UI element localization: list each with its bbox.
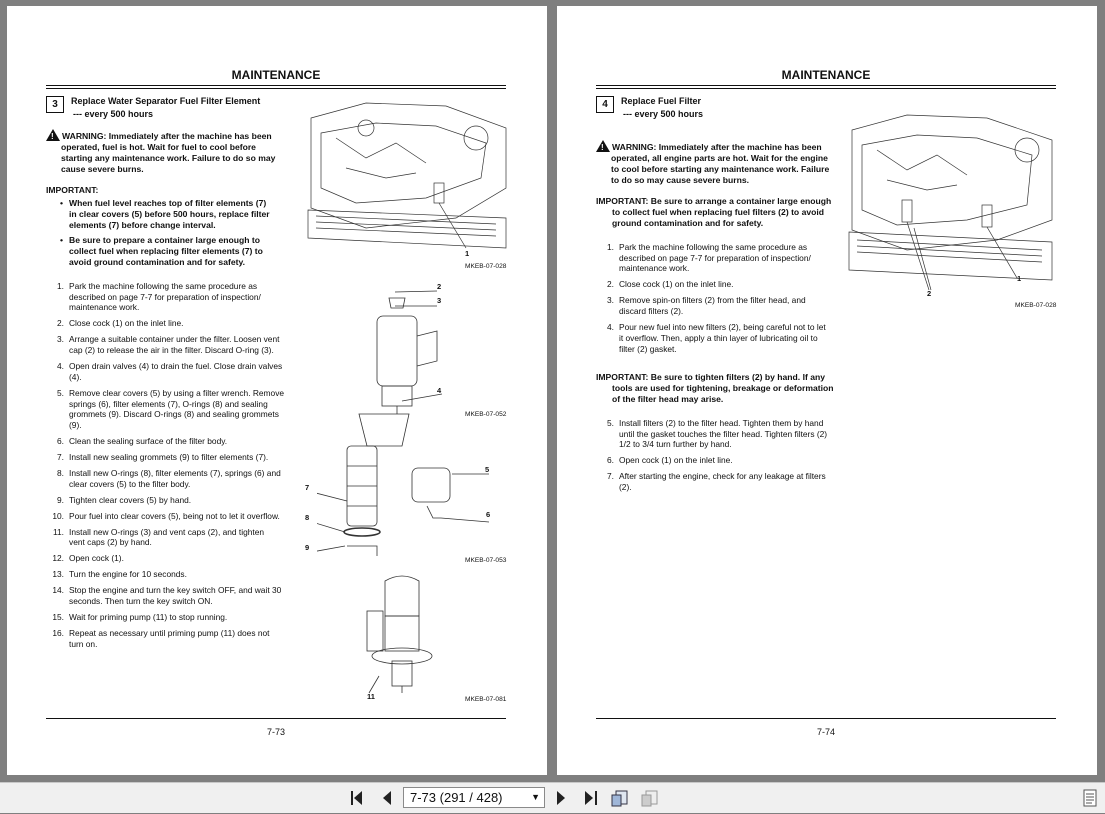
step-text: Open drain valves (4) to drain the fuel. Close drain valves: [69, 361, 283, 372]
step-text: Open cock (1) on the inlet line.: [619, 455, 733, 466]
step-text: Turn the engine for 10 seconds.: [69, 569, 187, 580]
navigation-toolbar: [0, 782, 1105, 813]
step-text: clear covers (5) to the filter body.: [69, 478, 191, 489]
section-title-text: Replace Fuel Filter: [621, 96, 702, 106]
important-bullet: [60, 198, 270, 231]
procedure-steps: [47, 281, 292, 655]
bullet-line: avoid ground contamination and for safety.: [69, 257, 246, 267]
bullet-line: elements (7) before change interval.: [69, 220, 216, 230]
callout-11: 11: [367, 692, 375, 701]
engine-illustration: [847, 110, 1057, 300]
procedure-step: [47, 511, 292, 522]
step-text: Remove clear covers (5) by using a filter wrench. Remove: [69, 387, 285, 398]
step-number: 6.: [607, 455, 614, 466]
filter-assembly-illustration: [357, 286, 467, 416]
step-text: it overflow. Then, apply a thin layer of lubricating oil to: [619, 332, 818, 343]
step-number: 1.: [57, 281, 64, 291]
step-text: Park the machine following the same procedure as: [619, 242, 808, 252]
step-text: Install filters (2) to the filter head. Tighten them by hand: [619, 418, 824, 428]
step-text: (9).: [69, 419, 82, 430]
figure-caption: MKEB-07-028: [465, 263, 507, 270]
header-rule: [46, 85, 506, 86]
procedure-steps: [597, 418, 842, 498]
section-title: [71, 95, 260, 121]
step-text: Remove spin-on filters (2) from the filter head, and: [619, 295, 806, 306]
step-text: Install new sealing grommets (9) to filter elements (7).: [69, 451, 269, 462]
important-line: of the filter head may arise.: [612, 394, 724, 404]
warning-line: to cool before starting any maintenance work. Failure: [611, 164, 830, 174]
chevron-down-icon: ▼: [531, 792, 540, 802]
footer-rule: [46, 718, 506, 719]
step-number: 6.: [57, 435, 64, 446]
step-text: grommets (9). Discard O-rings (8) and sealing grommets: [69, 409, 279, 420]
page-view-icon[interactable]: [640, 788, 660, 808]
procedure-step: [47, 585, 292, 606]
warning-block: [46, 127, 275, 175]
section-interval: --- every 500 hours: [623, 109, 704, 119]
step-text: described on page 7-7 for preparation of inspection/: [619, 252, 811, 263]
warning-line: starting any maintenance work. Failure to do so may: [61, 153, 276, 163]
step-number: 8.: [57, 467, 64, 478]
important-note: [596, 196, 831, 229]
callout-4: 4: [437, 386, 442, 395]
procedure-step: [47, 569, 292, 580]
section-number: 4: [596, 96, 614, 113]
step-number: 2.: [57, 318, 64, 329]
procedure-step: [597, 455, 842, 466]
callout-6: 6: [486, 510, 491, 519]
procedure-step: [47, 361, 292, 382]
procedure-step: [47, 468, 292, 489]
header-rule: [596, 85, 1056, 86]
last-page-icon[interactable]: [580, 788, 600, 808]
step-text: After starting the engine, check for any leakage at filters: [619, 471, 826, 482]
procedure-step: [47, 628, 292, 649]
figure-caption: MKEB-07-053: [465, 557, 507, 564]
step-text: until the gasket touches the filter head. Tighten filters (2): [619, 428, 828, 439]
step-number: 3.: [57, 334, 64, 345]
step-number: 16.: [52, 628, 64, 639]
procedure-step: [47, 388, 292, 431]
step-text: discard filters (2).: [619, 306, 684, 317]
callout-8: 8: [305, 513, 310, 522]
section-interval: --- every 500 hours: [73, 109, 154, 119]
section-number: 3: [46, 96, 64, 113]
step-number: 10.: [52, 510, 64, 521]
footer-rule: [596, 718, 1056, 719]
bullet-line: collect fuel when replacing filter elements (7) to: [69, 246, 263, 256]
callout-9: 9: [305, 543, 310, 552]
step-number: 7.: [607, 471, 614, 482]
important-line: ground contamination and for safety.: [612, 218, 764, 228]
warning-line: WARNING: Immediately after the machine has been: [612, 142, 822, 152]
right-page: [557, 6, 1097, 775]
page-header: MAINTENANCE: [231, 68, 321, 82]
step-number: 9.: [57, 494, 64, 505]
step-text: Tighten clear covers (5) by hand.: [69, 494, 192, 505]
step-text: Wait for priming pump (11) to stop running.: [69, 612, 228, 623]
step-number: 14.: [52, 585, 64, 596]
page-number: 7-73: [266, 727, 285, 737]
step-text: Install new O-rings (8), filter elements (7), springs (6) and: [69, 467, 281, 478]
step-text: filter (2) gasket.: [619, 343, 677, 354]
step-text: Close cock (1) on the inlet line.: [619, 279, 734, 290]
step-text: (2).: [619, 482, 632, 493]
warning-icon: [596, 140, 610, 152]
procedure-step: [597, 279, 842, 290]
callout-2: 2: [437, 282, 442, 291]
bullet-line: When fuel level reaches top of filter elements (7): [69, 198, 267, 208]
callout-2: 2: [927, 289, 932, 298]
procedure-step: [597, 295, 842, 316]
procedure-step: [597, 242, 842, 274]
step-text: Open cock (1).: [69, 553, 124, 564]
bullet-dot: •: [60, 198, 64, 208]
procedure-step: [47, 452, 292, 463]
step-text: 1/2 to 3/4 turn further by hand.: [619, 439, 732, 450]
procedure-steps: [597, 242, 842, 360]
first-page-icon[interactable]: [348, 788, 368, 808]
procedure-step: [47, 527, 292, 548]
figure-caption: MKEB-07-081: [465, 696, 507, 703]
left-page: [7, 6, 547, 775]
callout-1: 1: [1017, 274, 1022, 283]
step-number: 13.: [52, 569, 64, 580]
important-line: IMPORTANT: Be sure to tighten filters (2) by hand. If any: [596, 372, 826, 382]
step-number: 11.: [52, 526, 64, 537]
priming-pump-illustration: [357, 571, 447, 696]
important-label: IMPORTANT:: [46, 185, 99, 195]
step-number: 4.: [607, 322, 614, 333]
procedure-step: [47, 495, 292, 506]
step-text: Pour new fuel into new filters (2), being careful not to let: [619, 322, 826, 333]
callout-7: 7: [305, 483, 310, 492]
step-number: 5.: [57, 387, 64, 398]
step-number: 3.: [607, 295, 614, 306]
important-note: [596, 372, 834, 405]
step-text: Pour fuel into clear covers (5), being not to let it overflow.: [69, 510, 280, 521]
step-text: maintenance work.: [69, 302, 140, 313]
procedure-step: [47, 553, 292, 564]
important-line: tools are used for tightening, breakage or deformation: [612, 383, 834, 393]
step-text: turn on.: [69, 638, 98, 649]
step-number: 12.: [52, 553, 64, 564]
step-number: 7.: [57, 451, 64, 462]
page-header: MAINTENANCE: [781, 68, 871, 82]
procedure-step: [47, 612, 292, 623]
step-text: Repeat as necessary until priming pump (11) does not: [69, 628, 270, 639]
step-text: cap (2) to release the air in the filter. Discard O-ring (3).: [69, 345, 274, 356]
warning-line: operated, fuel is hot. Wait for fuel to cool before: [61, 142, 256, 152]
step-text: (4).: [69, 371, 82, 382]
page-layout-icon[interactable]: [610, 788, 630, 808]
figure-caption: MKEB-07-028: [1015, 302, 1057, 309]
filter-element-illustration: [317, 406, 497, 556]
step-text: Close cock (1) on the inlet line.: [69, 318, 184, 329]
procedure-step: [597, 471, 842, 492]
bullet-line: Be sure to prepare a container large enough to: [69, 235, 261, 245]
step-text: maintenance work.: [619, 263, 690, 274]
prev-page-icon[interactable]: [377, 788, 397, 808]
section-title: [621, 95, 703, 121]
section-title-text: Replace Water Separator Fuel Filter Element: [71, 96, 261, 106]
next-page-icon[interactable]: [551, 788, 571, 808]
header-rule: [596, 88, 1056, 89]
procedure-step: [47, 281, 292, 313]
warning-line: WARNING: Immediately after the machine has been: [62, 131, 272, 141]
warning-line: operated, all engine parts are hot. Wait for the engine: [611, 153, 828, 163]
warning-line: to do so may cause severe burns.: [611, 175, 750, 185]
header-rule: [46, 88, 506, 89]
step-text: Stop the engine and turn the key switch OFF, and wait 30: [69, 585, 282, 596]
callout-5: 5: [485, 465, 490, 474]
step-text: Arrange a suitable container under the filter. Loosen vent: [69, 334, 280, 345]
step-text: springs (6), filter elements (7), O-rings (8) and sealing: [69, 398, 268, 409]
document-menu-icon[interactable]: [1080, 788, 1100, 808]
step-text: described on page 7-7 for preparation of inspection/: [69, 291, 261, 302]
step-text: Install new O-rings (3) and vent caps (2), and tighten: [69, 526, 265, 537]
important-line: to collect fuel when replacing fuel filters (2) to avoid: [612, 207, 825, 217]
procedure-step: [597, 418, 842, 450]
step-number: 2.: [607, 279, 614, 290]
figure-caption: MKEB-07-052: [465, 411, 507, 418]
step-text: seconds. Then turn the key switch ON.: [69, 596, 213, 607]
step-number: 15.: [52, 612, 64, 623]
step-number: 4.: [57, 361, 64, 372]
page-selector[interactable]: [403, 787, 545, 808]
procedure-step: [47, 436, 292, 447]
page-indicator-text: 7-73 (291 / 428): [410, 790, 503, 805]
important-line: IMPORTANT: Be sure to arrange a container large enough: [596, 196, 832, 206]
procedure-step: [47, 334, 292, 355]
callout-3: 3: [437, 296, 442, 305]
warning-line: cause severe burns.: [61, 164, 144, 174]
step-text: Clean the sealing surface of the filter body.: [69, 435, 228, 446]
step-number: 1.: [607, 242, 614, 252]
important-bullet: [60, 235, 263, 268]
engine-illustration: [306, 98, 511, 258]
bullet-line: in clear covers (5) before 500 hours, replace filter: [69, 209, 270, 219]
step-text: vent caps (2) by hand.: [69, 537, 152, 548]
callout-1: 1: [465, 249, 470, 258]
procedure-step: [597, 322, 842, 354]
step-text: Park the machine following the same procedure as: [69, 281, 258, 291]
bullet-dot: •: [60, 235, 64, 245]
procedure-step: [47, 318, 292, 329]
warning-block: [596, 138, 829, 186]
page-number: 7-74: [816, 727, 835, 737]
warning-icon: [46, 129, 60, 141]
step-number: 5.: [607, 418, 614, 428]
